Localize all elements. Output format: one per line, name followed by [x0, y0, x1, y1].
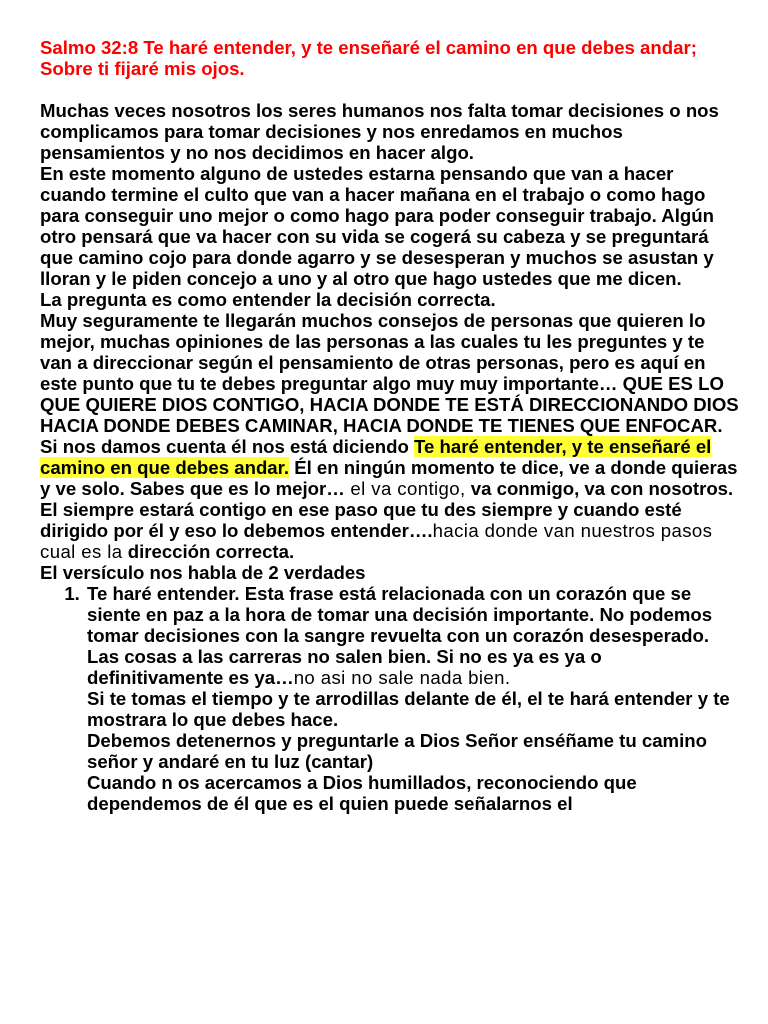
paragraph-2: En este momento alguno de ustedes estarna pensando que van a hacer cuando termine el culto que van a hacer mañana en el trabajo o como hago para conseguir uno mejor o como hago para poder conseguir trabajo. Algún otro pensará que va hacer con su vida se cogerá su cabeza y se preguntará que camino cojo para donde agarro y se desesperan y muchos se asustan y lloran y le piden concejo a uno y al otro que hago ustedes que me dicen.: [40, 163, 714, 289]
paragraph-4-text-a: Muy seguramente te llegarán muchos consejos de personas que quieren lo mejor, muchas opiniones de las personas a las cuales tu les preguntes y te van a direccionar según el pensamiento de otras personas, pero es aquí en este punto que tu te debes preguntar algo muy muy importante… QUE ES LO QUE QUIERE DIOS CONTIGO, HACIA DONDE TE ESTÁ DIRECCIONANDO DIOS HACIA DONDE DEBES CAMINAR, HACIA DONDE TE TIENES QUE ENFOCAR. Si nos damos cuenta él nos está diciendo: [40, 310, 739, 457]
list-item-text-a: Te haré entender. Esta frase está relacionada con un corazón que se siente en paz a la hora de tomar una decisión importante. No podemos tomar decisiones con la sangre revuelta con un corazón desesperado. Las cosas a las carreras no salen bien. Si no es ya es ya o definitivamente es ya…: [87, 583, 713, 688]
paragraph-4-text-f: dirección correcta.: [122, 541, 295, 562]
list-item: [85, 583, 740, 814]
highlighted-verse: Te haré entender, y te enseñaré el camino en que debes andar.: [40, 436, 712, 478]
list-item-paragraph-1: [87, 583, 740, 688]
paragraph-1: Muchas veces nosotros los seres humanos nos falta tomar decisiones o nos complicamos para tomar decisiones y nos enredamos en muchos pensamientos y no nos decidimos en hacer algo.: [40, 100, 719, 163]
list-item-text-b: no asi no sale nada bien.: [293, 667, 511, 688]
list-item-paragraph-4: Cuando n os acercamos a Dios humillados, reconociendo que dependemos de él que es el quien puede señalarnos el: [87, 772, 637, 814]
list-item-paragraph-2: Si te tomas el tiempo y te arrodillas delante de él, el te hará entender y te mostrara lo que debes hace.: [87, 688, 730, 730]
document-page: [40, 37, 740, 814]
paragraph-4-text-d: va conmigo, va con nosotros. El siempre estará contigo en ese paso que tu des siempre y cuando esté dirigido por él y eso lo debemos entender….: [40, 478, 734, 541]
paragraph-5: El versículo nos habla de 2 verdades: [40, 562, 366, 583]
truths-list: [40, 583, 740, 814]
paragraph-4-text-e: hacia donde van nuestros pasos cual es la: [40, 520, 713, 562]
paragraph-4-text-c: el va contigo,: [344, 478, 466, 499]
list-item-paragraph-3: Debemos detenernos y preguntarle a Dios Señor enséñame tu camino señor y andaré en tu luz (cantar): [87, 730, 707, 772]
paragraph-4-text-b: Él en ningún momento te dice, ve a donde quieras y ve solo. Sabes que es lo mejor…: [40, 457, 738, 499]
paragraph-4: [40, 310, 740, 562]
paragraph-3: La pregunta es como entender la decisión correcta.: [40, 289, 496, 310]
scripture-title: Salmo 32:8 Te haré entender, y te enseñaré el camino en que debes andar; Sobre ti fijaré mis ojos.: [40, 37, 697, 79]
